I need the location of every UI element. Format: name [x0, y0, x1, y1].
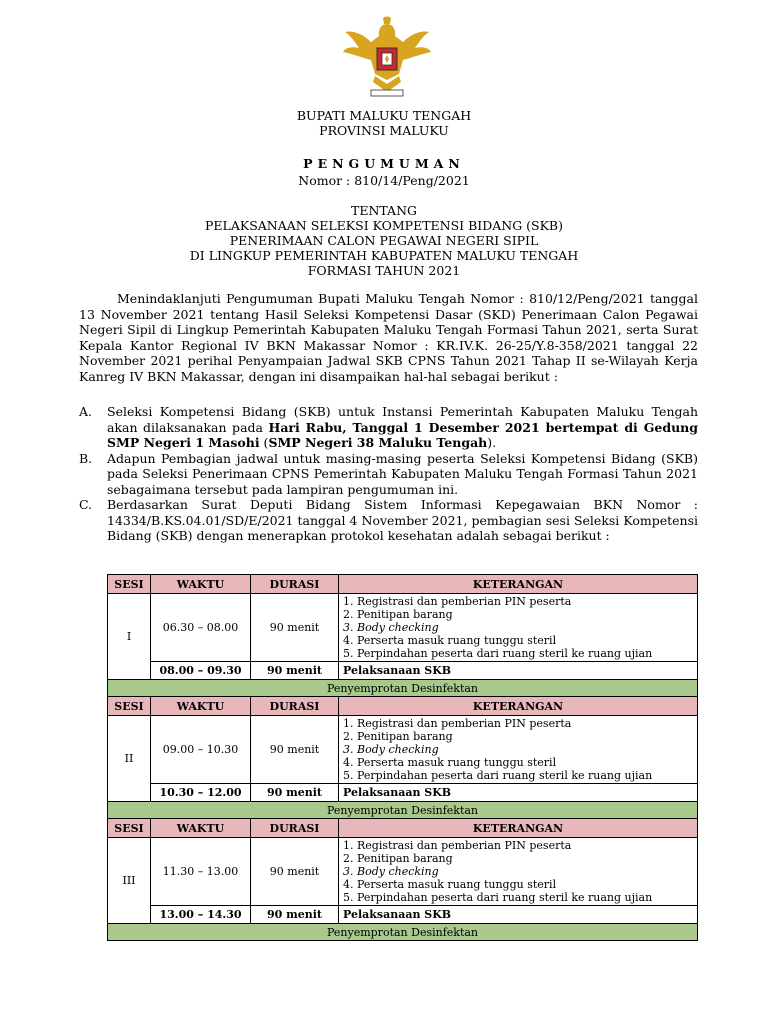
- disinfect-label: Penyemprotan Desinfektan: [108, 680, 698, 697]
- table-row: [108, 784, 698, 802]
- session-steps: [339, 838, 698, 906]
- table-header-row: [108, 819, 698, 838]
- disinfect-label: Penyemprotan Desinfektan: [108, 924, 698, 941]
- session-schedule-table: [107, 574, 698, 941]
- announcement-title: PENGUMUMAN: [303, 156, 465, 171]
- exam-time: 08.00 – 09.30: [151, 662, 251, 680]
- table-row: [108, 838, 698, 906]
- step-item: 2. Penitipan barang: [343, 852, 453, 865]
- exam-note: Pelaksanaan SKB: [339, 906, 698, 924]
- table-row: [108, 662, 698, 680]
- subject-line-4: FORMASI TAHUN 2021: [307, 263, 461, 278]
- issuer-province: PROVINSI MALUKU: [319, 123, 449, 138]
- exam-duration: 90 menit: [251, 906, 339, 924]
- session-duration: 90 menit: [251, 594, 339, 662]
- session-time: 09.00 – 10.30: [151, 716, 251, 784]
- session-steps: [339, 716, 698, 784]
- column-header: SESI: [108, 819, 151, 838]
- step-item: 4. Perserta masuk ruang tunggu steril: [343, 756, 557, 769]
- column-header: WAKTU: [151, 819, 251, 838]
- item-list: [79, 404, 698, 544]
- issuer-title: BUPATI MALUKU TENGAH: [296, 108, 472, 123]
- garuda-emblem-icon: [341, 14, 433, 102]
- table-header-row: [108, 575, 698, 594]
- step-item: 4. Perserta masuk ruang tunggu steril: [343, 878, 557, 891]
- session-number: II: [108, 716, 151, 802]
- column-header: KETERANGAN: [339, 575, 698, 594]
- step-item: 2. Penitipan barang: [343, 730, 453, 743]
- table-header-row: [108, 697, 698, 716]
- session-duration: 90 menit: [251, 716, 339, 784]
- step-item: 3. Body checking: [343, 743, 439, 756]
- exam-duration: 90 menit: [251, 784, 339, 802]
- step-item: 4. Perserta masuk ruang tunggu steril: [343, 634, 557, 647]
- disinfect-row: [108, 802, 698, 819]
- table-row: [108, 716, 698, 784]
- session-number: III: [108, 838, 151, 924]
- subject-line-2: PENERIMAAN CALON PEGAWAI NEGERI SIPIL: [229, 233, 539, 248]
- step-item: 3. Body checking: [343, 865, 439, 878]
- step-item: 2. Penitipan barang: [343, 608, 453, 621]
- session-number: I: [108, 594, 151, 680]
- column-header: SESI: [108, 575, 151, 594]
- list-item-c: [79, 497, 698, 544]
- column-header: SESI: [108, 697, 151, 716]
- column-header: KETERANGAN: [339, 819, 698, 838]
- column-header: WAKTU: [151, 575, 251, 594]
- session-time: 11.30 – 13.00: [151, 838, 251, 906]
- step-item: 1. Registrasi dan pemberian PIN peserta: [343, 839, 572, 852]
- list-item-b: [79, 451, 698, 498]
- step-item: 5. Perpindahan peserta dari ruang steril ke ruang ujian: [343, 769, 653, 782]
- exam-time: 10.30 – 12.00: [151, 784, 251, 802]
- exam-duration: 90 menit: [251, 662, 339, 680]
- column-header: DURASI: [251, 575, 339, 594]
- column-header: DURASI: [251, 697, 339, 716]
- disinfect-row: [108, 924, 698, 941]
- table-row: [108, 906, 698, 924]
- about-label: TENTANG: [350, 203, 417, 218]
- exam-note: Pelaksanaan SKB: [339, 784, 698, 802]
- step-item: 1. Registrasi dan pemberian PIN peserta: [343, 717, 572, 730]
- list-text: Adapun Pembagian jadwal untuk masing-masing peserta Seleksi Kompetensi Bidang (SKB) pada Seleksi Penerimaan CPNS Pemerintah Kabupaten Maluku Tengah Formasi Tahun 2021 sebagaimana tersebut pada lampiran pengumuman ini.: [107, 450, 698, 497]
- step-item: 5. Perpindahan peserta dari ruang steril ke ruang ujian: [343, 891, 653, 904]
- column-header: DURASI: [251, 819, 339, 838]
- subject-line-3: DI LINGKUP PEMERINTAH KABUPATEN MALUKU TENGAH: [189, 248, 579, 263]
- subject-line-1: PELAKSANAAN SELEKSI KOMPETENSI BIDANG (SKB): [205, 218, 563, 233]
- table-row: [108, 594, 698, 662]
- disinfect-label: Penyemprotan Desinfektan: [108, 802, 698, 819]
- column-header: WAKTU: [151, 697, 251, 716]
- list-marker: A.: [79, 404, 93, 419]
- session-steps: [339, 594, 698, 662]
- list-marker: C.: [79, 497, 93, 512]
- column-header: KETERANGAN: [339, 697, 698, 716]
- exam-note: Pelaksanaan SKB: [339, 662, 698, 680]
- session-duration: 90 menit: [251, 838, 339, 906]
- step-item: 5. Perpindahan peserta dari ruang steril ke ruang ujian: [343, 647, 653, 660]
- exam-time: 13.00 – 14.30: [151, 906, 251, 924]
- session-time: 06.30 – 08.00: [151, 594, 251, 662]
- list-item-a: [79, 404, 698, 451]
- list-marker: B.: [79, 450, 93, 466]
- list-text: Seleksi Kompetensi Bidang (SKB) untuk Instansi Pemerintah Kabupaten Maluku Tengah akan dilaksanakan pada Hari Rabu, Tanggal 1 Desember 2021 bertempat di Gedung SMP Negeri 1 Masohi (SMP Negeri 38 Maluku Tengah).: [107, 404, 698, 450]
- intro-paragraph: Menindaklanjuti Pengumuman Bupati Maluku Tengah Nomor : 810/12/Peng/2021 tanggal 13 November 2021 tentang Hasil Seleksi Kompetensi Dasar (SKD) Penerimaan Calon Pegawai Negeri Sipil di Lingkup Pemerintah Kabupaten Maluku Tengah Formasi Tahun 2021, serta Surat Kepala Kantor Regional IV BKN Makassar Nomor : KR.IV.K. 26-25/Y.8-358/2021 tanggal 22 November 2021 perihal Penyampaian Jadwal SKB CPNS Tahun 2021 Tahap II se-Wilayah Kerja Kanreg IV BKN Makassar, dengan ini disampaikan hal-hal sebagai berikut :: [79, 291, 698, 384]
- step-item: 3. Body checking: [343, 621, 439, 634]
- list-text: Berdasarkan Surat Deputi Bidang Sistem Informasi Kepegawaian BKN Nomor : 14334/B.KS.04.01/SD/E/2021 tanggal 4 November 2021, pembagian sesi Seleksi Kompetensi Bidang (SKB) dengan menerapkan protokol kesehatan adalah sebagai berikut :: [107, 497, 698, 543]
- announcement-number: Nomor : 810/14/Peng/2021: [298, 173, 470, 188]
- step-item: 1. Registrasi dan pemberian PIN peserta: [343, 595, 572, 608]
- disinfect-row: [108, 680, 698, 697]
